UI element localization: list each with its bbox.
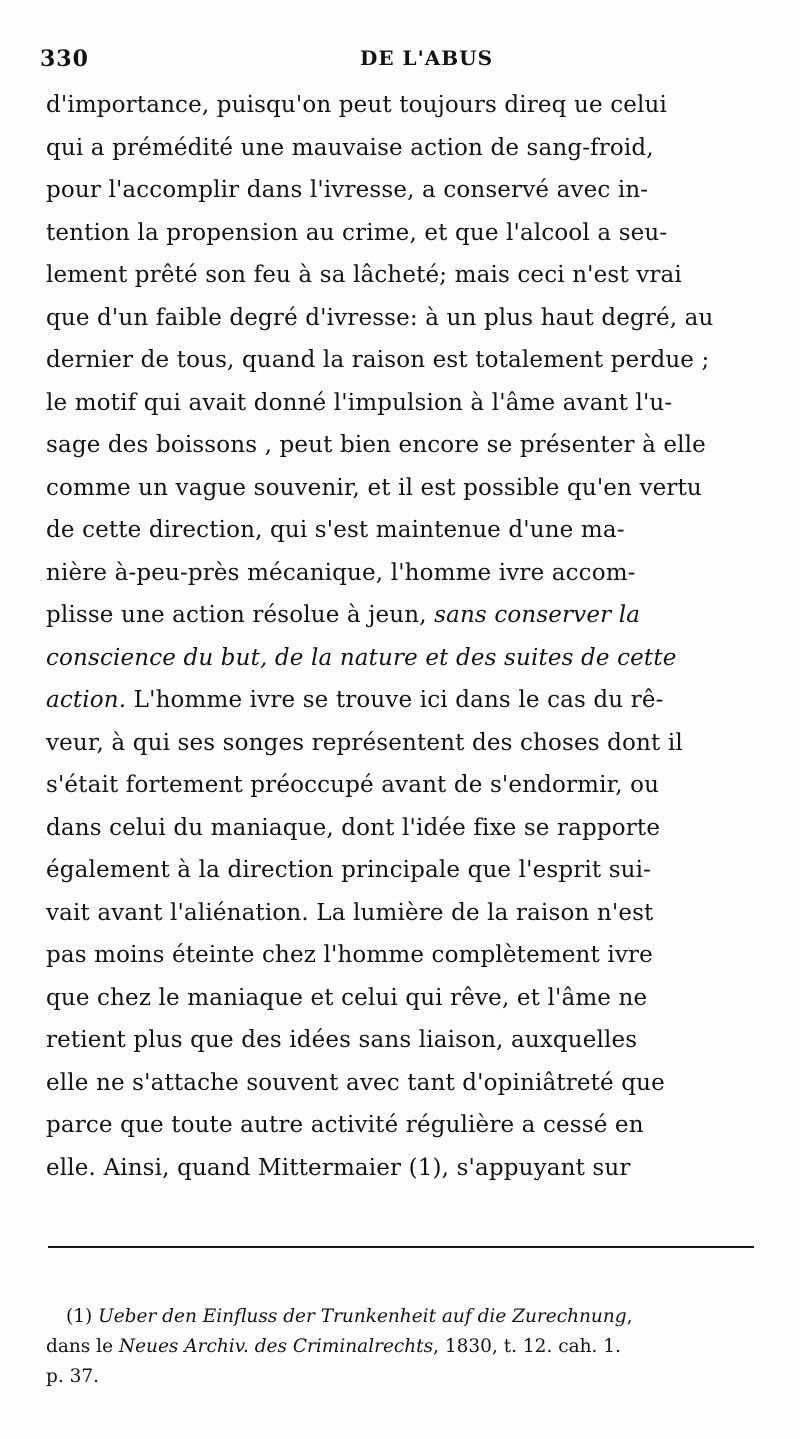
text-segment: dans celui du maniaque, dont l'idée fixe se rapporte <box>46 814 661 841</box>
text-segment: pour l'accomplir dans l'ivresse, a conservé avec in- <box>46 177 649 203</box>
footnote-line-3: p. 37. <box>46 1366 100 1387</box>
text-line <box>46 722 758 765</box>
italic-segment: conscience du but, de la nature et des suites de cette <box>46 644 677 671</box>
text-line <box>46 934 758 977</box>
footnote-line-2 <box>46 1332 766 1362</box>
text-segment: L'homme ivre se trouve ici dans le cas du rê- <box>126 687 664 713</box>
text-line <box>46 254 758 297</box>
text-segment: veur, à qui ses songes représentent des choses dont il <box>46 729 683 756</box>
text-segment: dernier de tous, quand la raison est totalement perdue ; <box>46 347 710 373</box>
footnote-citation: , 1830, t. 12. cah. 1. <box>433 1336 621 1357</box>
footnote-journal: Neues Archiv. des Criminalrechts <box>118 1336 434 1357</box>
text-segment: d'importance, puisqu'on peut toujours direq ue celui <box>46 92 667 118</box>
text-segment: lement prêté son feu à sa lâcheté; mais ceci n'est vrai <box>46 262 682 288</box>
page-number: 330 <box>40 46 89 72</box>
footnote-comma: , <box>626 1306 633 1327</box>
text-line <box>46 849 758 892</box>
italic-segment: sans conserver la <box>434 602 641 628</box>
text-line <box>46 764 758 807</box>
footnote <box>46 1302 766 1392</box>
text-line <box>46 297 758 340</box>
text-line <box>46 892 758 935</box>
footnote-title: Ueber den Einfluss der Trunkenheit auf die Zurechnung <box>98 1306 627 1327</box>
text-segment: vait avant l'aliénation. La lumière de la raison n'est <box>46 899 654 926</box>
text-segment: sage des boissons , peut bien encore se présenter à elle <box>46 432 706 458</box>
running-title: DE L'ABUS <box>360 46 494 70</box>
text-segment: tention la propension au crime, et que l'alcool a seu- <box>46 219 668 246</box>
text-line <box>46 1104 758 1147</box>
text-line <box>46 1062 758 1105</box>
text-line <box>46 382 758 425</box>
text-segment: nière à-peu-près mécanique, l'homme ivre accom- <box>46 559 636 586</box>
body-text <box>46 84 758 1189</box>
footnote-marker: (1) <box>66 1306 93 1327</box>
text-line <box>46 339 758 382</box>
text-line <box>46 552 758 595</box>
text-segment: elle ne s'attache souvent avec tant d'opiniâtreté que <box>46 1069 665 1096</box>
footnote-line-2-start: dans le <box>46 1336 119 1357</box>
text-segment: le motif qui avait donné l'impulsion à l'âme avant l'u- <box>46 389 673 416</box>
text-line <box>46 509 758 552</box>
text-line <box>46 807 758 850</box>
text-segment: elle. Ainsi, quand Mittermaier (1), s'appuyant sur <box>46 1154 631 1181</box>
text-segment: parce que toute autre activité régulière a cessé en <box>46 1112 644 1138</box>
text-line <box>46 1019 758 1062</box>
text-line <box>46 977 758 1020</box>
text-segment: également à la direction principale que l'esprit sui- <box>46 857 652 883</box>
text-line <box>46 467 758 510</box>
text-line <box>46 169 758 212</box>
text-line <box>46 679 758 722</box>
text-line <box>46 1147 758 1190</box>
text-line <box>46 424 758 467</box>
text-line <box>46 637 758 680</box>
footnote-line-1 <box>46 1302 766 1332</box>
text-line <box>46 594 758 637</box>
text-segment: plisse une action résolue à jeun, <box>46 602 435 628</box>
page-header <box>40 46 760 76</box>
text-segment: retient plus que des idées sans liaison, auxquelles <box>46 1027 638 1053</box>
text-segment: pas moins éteinte chez l'homme complètement ivre <box>46 942 653 968</box>
text-line <box>46 127 758 170</box>
footnote-separator-rule <box>48 1246 754 1248</box>
text-segment: qui a prémédité une mauvaise action de sang-froid, <box>46 134 654 161</box>
text-segment: comme un vague souvenir, et il est possible qu'en vertu <box>46 474 702 501</box>
italic-segment: action. <box>46 687 127 713</box>
text-line <box>46 84 758 127</box>
text-segment: de cette direction, qui s'est maintenue d'une ma- <box>46 517 625 543</box>
text-segment: s'était fortement préoccupé avant de s'endormir, ou <box>46 772 660 798</box>
text-line <box>46 212 758 255</box>
text-segment: que d'un faible degré d'ivresse: à un plus haut degré, au <box>46 304 714 331</box>
text-segment: que chez le maniaque et celui qui rêve, et l'âme ne <box>46 984 648 1011</box>
